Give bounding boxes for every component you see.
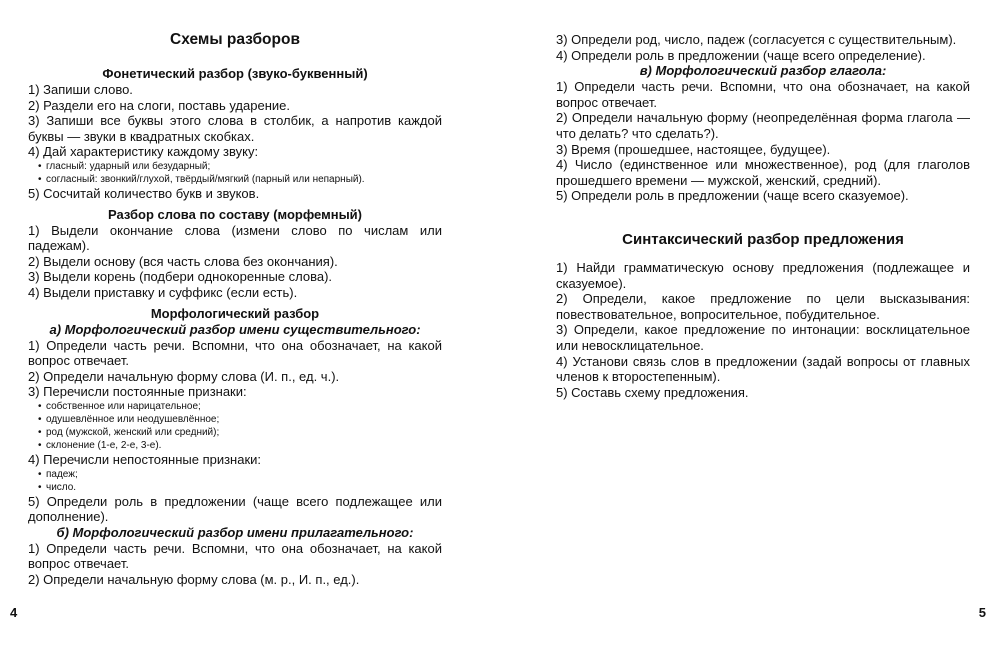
phonetic-item: 3) Запиши все буквы этого слова в столбик, а напротив каждой буквы — звуки в квадратных скобках. <box>28 113 442 144</box>
syntax-item: 3) Определи, какое предложение по интонации: восклицательное или невосклицательное. <box>556 322 970 353</box>
morphemic-item: 2) Выдели основу (вся часть слова без окончания). <box>28 253 338 269</box>
phonetic-bullet: • согласный: звонкий/глухой, твёрдый/мягкий (парный или непарный). <box>48 173 442 186</box>
phonetic-title: Фонетический разбор (звуко-буквенный) <box>102 66 368 81</box>
syntax-item: 4) Установи связь слов в предложении (задай вопросы от главных членов к второстепенным). <box>556 353 970 385</box>
noun-const-bullet: • одушевлённое или неодушевлённое; <box>48 413 442 426</box>
adjective-item: 2) Определи начальную форму слова (м. р., И. п., ед.). <box>28 571 360 587</box>
noun-item: 4) Перечисли непостоянные признаки: <box>28 451 262 467</box>
syntax-item: 5) Составь схему предложения. <box>556 384 749 400</box>
noun-item: 3) Перечисли постоянные признаки: <box>28 384 247 400</box>
adjective-item: 1) Определи часть речи. Вспомни, что она обозначает, на какой вопрос отвечает. <box>28 540 442 572</box>
phonetic-item: 1) Запиши слово. <box>28 82 133 97</box>
noun-item: 2) Определи начальную форму слова (И. п., ед. ч.). <box>28 368 340 384</box>
morphemic-title: Разбор слова по составу (морфемный) <box>107 206 363 222</box>
syntax-title: Синтаксический разбор предложения <box>622 230 904 248</box>
verb-title: в) Морфологический разбор глагола: <box>639 63 887 79</box>
noun-item: 5) Определи роль в предложении (чаще всего подлежащее или дополнение). <box>28 493 442 525</box>
phonetic-bullet: • гласный: ударный или безударный; <box>48 160 442 173</box>
syntax-item: 1) Найди грамматическую основу предложения (подлежащее и сказуемое). <box>556 259 970 291</box>
noun-const-bullet: • собственное или нарицательное; <box>48 400 442 413</box>
verb-item: 5) Определи роль в предложении (чаще всего сказуемое). <box>556 188 909 204</box>
noun-var-bullet: • падеж; <box>48 468 442 481</box>
adjective-item: 3) Определи род, число, падеж (согласуется с существительным). <box>556 32 957 47</box>
page-number-right: 5 <box>978 605 986 620</box>
verb-item: 3) Время (прошедшее, настоящее, будущее). <box>556 141 831 157</box>
phonetic-item: 4) Дай характеристику каждому звуку: <box>28 144 259 160</box>
verb-item: 1) Определи часть речи. Вспомни, что она обозначает, на какой вопрос отвечает. <box>556 79 970 110</box>
noun-const-bullet: • род (мужской, женский или средний); <box>48 426 442 439</box>
phonetic-item: 2) Раздели его на слоги, поставь ударение. <box>28 97 290 113</box>
noun-item: 1) Определи часть речи. Вспомни, что она обозначает, на какой вопрос отвечает. <box>28 337 442 369</box>
page-number-left: 4 <box>10 605 18 620</box>
noun-const-bullet: • склонение (1-е, 2-е, 3-е). <box>48 439 442 452</box>
morphemic-item: 1) Выдели окончание слова (измени слово по числам или падежам). <box>28 222 442 254</box>
right-page <box>500 0 1000 656</box>
page-title: Схемы разборов <box>170 31 300 48</box>
noun-title: а) Морфологический разбор имени существительного: <box>49 321 421 337</box>
morphological-title: Морфологический разбор <box>150 305 320 321</box>
phonetic-item: 5) Сосчитай количество букв и звуков. <box>28 185 260 201</box>
noun-var-bullet: • число. <box>48 481 442 494</box>
verb-item: 4) Число (единственное или множественное), род (для глаголов прошедшего времени — мужской, женский, средний). <box>556 157 970 188</box>
right-column <box>556 32 970 400</box>
adjective-item: 4) Определи роль в предложении (чаще всего определение). <box>556 47 926 63</box>
verb-item: 2) Определи начальную форму (неопределённая форма глагола — что делать? что сделать?). <box>556 110 970 141</box>
syntax-item: 2) Определи, какое предложение по цели высказывания: повествовательное, вопросительное, побудительное. <box>556 291 970 322</box>
morphemic-item: 4) Выдели приставку и суффикс (если есть). <box>28 284 298 300</box>
left-column <box>28 30 442 587</box>
morphemic-item: 3) Выдели корень (подбери однокоренные слова). <box>28 269 333 285</box>
adjective-title: б) Морфологический разбор имени прилагательного: <box>56 524 414 540</box>
